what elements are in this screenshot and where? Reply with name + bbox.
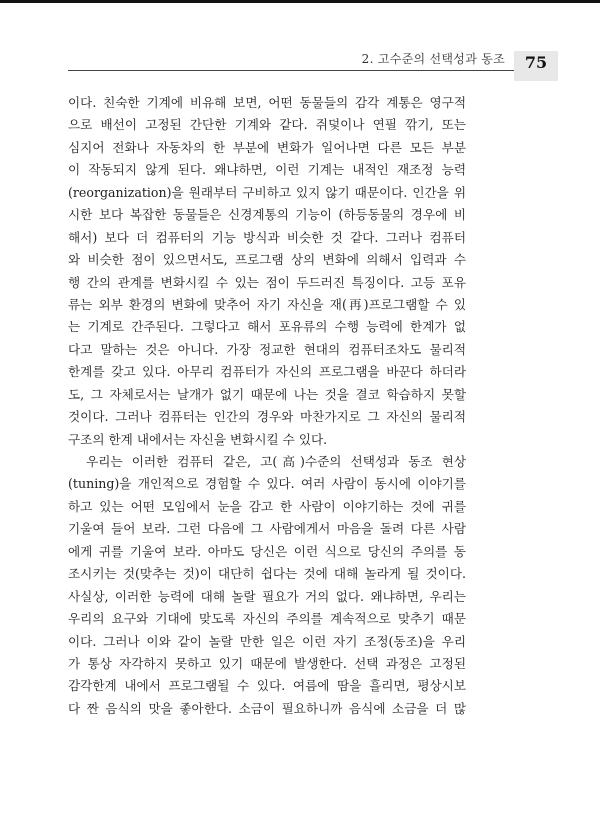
text-line: 조시키는 것(맞추는 것)이 대단히 쉽다는 것에 대해 놀라게 될 것이다. <box>68 566 466 582</box>
text-line: 감각한계 내에서 프로그램될 수 있다. 여름에 땀을 흘리면, 평상시보 <box>68 678 466 694</box>
text-line: 다고 말하는 것은 아니다. 가장 정교한 현대의 컴퓨터조차도 물리적 <box>68 341 466 357</box>
text-line: 으로 배선이 고정된 간단한 기계와 같다. 쥐덫이나 연필 깎기, 또는 <box>68 117 466 133</box>
text-line: 시한 보다 복잡한 동물들은 신경계통의 기능이 (하등동물의 경우에 비 <box>68 207 466 223</box>
text-line: 것이다. 그러나 컴퓨터는 인간의 경우와 마찬가지로 그 자신의 물리적 <box>68 409 466 425</box>
text-line: 이다. 그러나 이와 같이 놀랄 만한 일은 이런 자기 조정(동조)을 우리 <box>68 633 466 649</box>
paragraph-end-line: 구조의 한계 내에서는 자신을 변화시킬 수 있다. <box>68 431 328 447</box>
text-line: 하고 있는 어떤 모임에서 눈을 감고 한 사람이 이야기하는 것에 귀를 <box>68 498 466 514</box>
text-line: 와 비슷한 점이 있으면서도, 프로그램 상의 변화에 의해서 입력과 수 <box>68 252 466 268</box>
text-line: (reorganization)을 원래부터 구비하고 있지 않기 때문이다. 인간을 위 <box>68 184 466 200</box>
text-line: 가 통상 자각하지 못하고 있기 때문에 발생한다. 선택 과정은 고정된 <box>68 655 466 671</box>
text-line: 기울여 들어 보라. 그런 다음에 그 사람에게서 마음을 돌려 다른 사람 <box>68 521 466 537</box>
text-line: 도, 그 자체로서는 날개가 없기 때문에 나는 것을 결코 학습하지 못할 <box>68 386 466 402</box>
text-line: (tuning)을 개인적으로 경험할 수 있다. 여러 사람이 동시에 이야기를 <box>68 476 466 492</box>
text-line: 우리의 요구와 기대에 맞도록 자신의 주의를 계속적으로 맞추기 때문 <box>68 611 466 627</box>
running-head: 2. 고수준의 선택성과 동조 <box>361 52 505 66</box>
text-line: 는 기계로 간주된다. 그렇다고 해서 포유류의 수행 능력에 한계가 없 <box>68 319 466 335</box>
page-number: 75 <box>524 53 548 72</box>
text-line: 다 짠 음식의 맛을 좋아한다. 소금이 필요하니까 음식에 소금을 더 많 <box>68 700 466 716</box>
top-edge-bar <box>0 0 600 3</box>
text-line: 사실상, 이러한 능력에 대해 놀랄 필요가 거의 없다. 왜냐하면, 우리는 <box>68 588 466 604</box>
text-line: 류는 외부 환경의 변화에 맞추어 자기 자신을 재(再)프로그램할 수 있 <box>68 296 466 312</box>
header-rule <box>68 70 520 71</box>
text-line: 한계를 갖고 있다. 아무리 컴퓨터가 자신의 프로그램을 바꾼다 하더라 <box>68 364 466 380</box>
text-line: 에게 귀를 기울여 보라. 아마도 당신은 이런 식으로 당신의 주의를 동 <box>68 543 466 559</box>
text-line: 이다. 친숙한 기계에 비유해 보면, 어떤 동물들의 감각 계통은 영구적 <box>68 95 466 110</box>
text-line: 이 작동되지 않게 된다. 왜냐하면, 이런 기계는 내적인 재조정 능력 <box>68 162 466 178</box>
text-line: 해서) 보다 더 컴퓨터의 기능 방식과 비슷한 것 같다. 그러나 컴퓨터 <box>68 229 466 245</box>
body-text <box>68 92 466 720</box>
text-line: 행 간의 관계를 변화시킬 수 있는 점이 두드러진 특징이다. 고등 포유 <box>68 274 466 290</box>
paragraph-first-line: 우리는 이러한 컴퓨터 같은, 고(高)수준의 선택성과 동조 현상 <box>68 454 466 469</box>
text-line: 심지어 전화나 자동차의 한 부분에 변화가 일어나면 다른 모든 부분 <box>68 139 466 155</box>
